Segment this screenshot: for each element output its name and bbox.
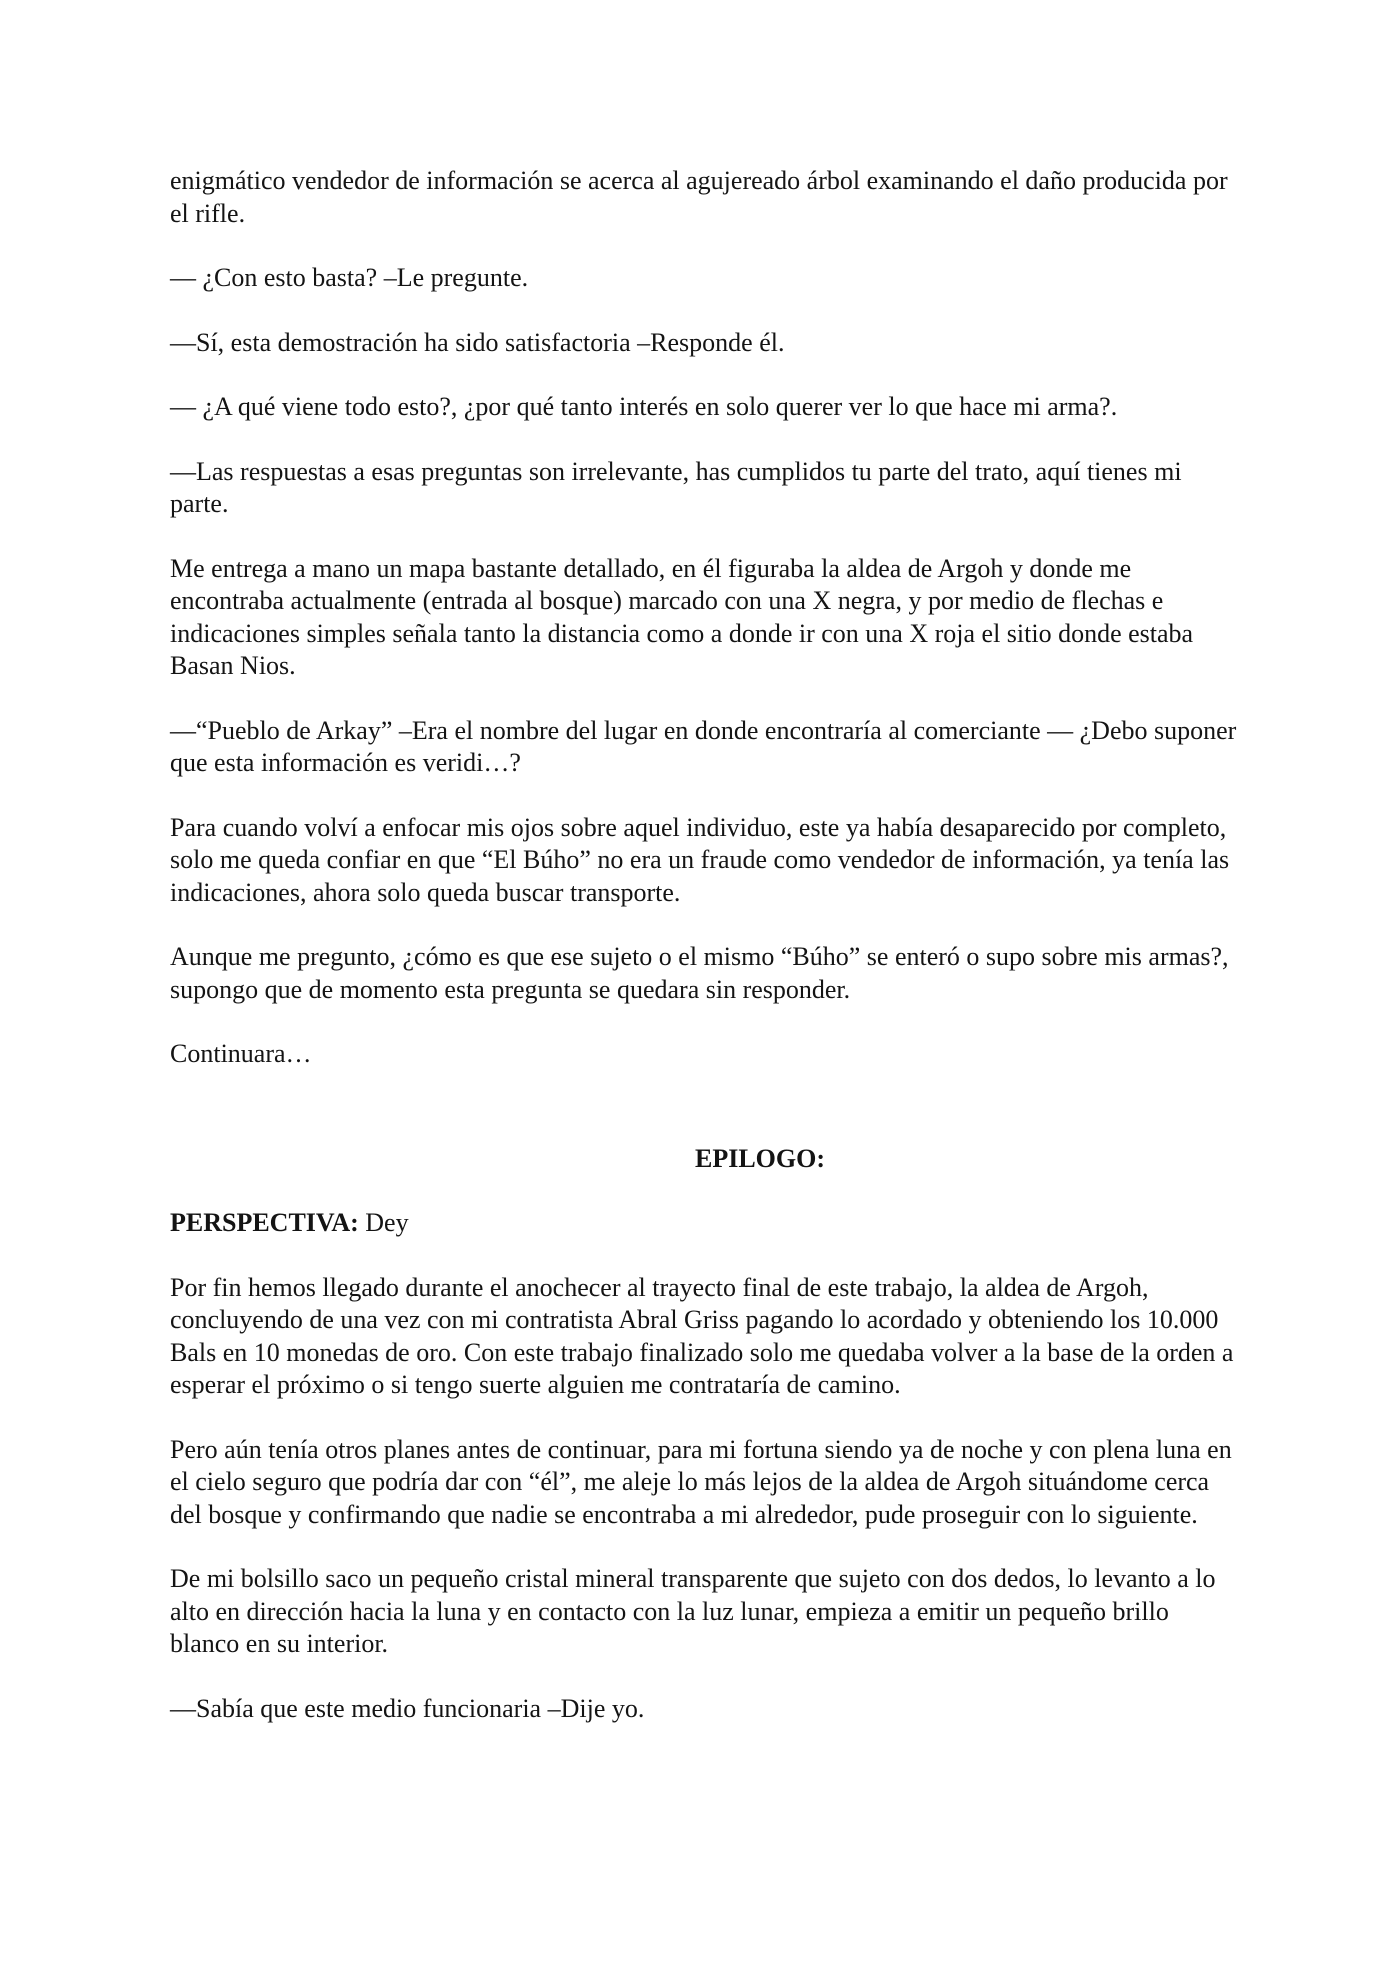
- dialogue-line: — ¿A qué viene todo esto?, ¿por qué tanto interés en solo querer ver lo que hace mi arma?.: [170, 392, 1118, 421]
- paragraph: Me entrega a mano un mapa bastante detallado, en él figuraba la aldea de Argoh y donde me encontraba actualmente (entrada al bosque) marcado con una X negra, y por medio de flechas e indicaciones simples señala tanto la distancia como a donde ir con una X roja el sitio donde estaba Basan Nios.: [170, 553, 1194, 680]
- dialogue-line: — ¿Con esto basta? –Le pregunte.: [170, 263, 529, 292]
- dialogue-line: —“Pueblo de Arkay” –Era el nombre del lugar en donde encontraría al comerciante — ¿Debo suponer que esta información es veridi…?: [170, 715, 1237, 777]
- continuation-note: Continuara…: [170, 1039, 312, 1068]
- dialogue-line: —Sabía que este medio funcionaria –Dije yo.: [170, 1693, 645, 1723]
- paragraph: Por fin hemos llegado durante el anochecer al trayecto final de este trabajo, la aldea de Argoh, concluyendo de una vez con mi contratista Abral Griss pagando lo acordado y obteniendo los 10.000 Bals en 10 monedas de oro. Con este trabajo finalizado solo me quedaba volver a la base de la orden a esperar el próximo o si tengo suerte alguien me contrataría de camino.: [170, 1272, 1234, 1399]
- perspective-value: Dey: [358, 1208, 409, 1237]
- perspective-line: [170, 1207, 1240, 1240]
- paragraph: Para cuando volví a enfocar mis ojos sobre aquel individuo, este ya había desaparecido por completo, solo me queda confiar en que “El Búho” no era un fraude como vendedor de información, ya tenía las indicaciones, ahora solo queda buscar transporte.: [170, 812, 1230, 907]
- paragraph: De mi bolsillo saco un pequeño cristal mineral transparente que sujeto con dos dedos, lo levanto a lo alto en dirección hacia la luna y en contacto con la luz lunar, empieza a emitir un pequeño brillo blanco en su interior.: [170, 1564, 1216, 1658]
- document-body: [170, 165, 1240, 1757]
- paragraph: enigmático vendedor de información se acerca al agujereado árbol examinando el daño producida por el rifle.: [170, 166, 1228, 228]
- paragraph: Pero aún tenía otros planes antes de continuar, para mi fortuna siendo ya de noche y con plena luna en el cielo seguro que podría dar con “él”, me aleje lo más lejos de la aldea de Argoh situándome cerca del bosque y confirmando que nadie se encontraba a mi alrededor, pude proseguir con lo siguiente.: [170, 1434, 1232, 1529]
- paragraph: Aunque me pregunto, ¿cómo es que ese sujeto o el mismo “Búho” se enteró o supo sobre mis armas?, supongo que de momento esta pregunta se quedara sin responder.: [170, 942, 1229, 1004]
- perspective-label: PERSPECTIVA:: [170, 1208, 359, 1237]
- dialogue-line: —Sí, esta demostración ha sido satisfactoria –Responde él.: [170, 327, 785, 357]
- epilogue-heading: EPILOGO:: [694, 1143, 825, 1173]
- dialogue-line: —Las respuestas a esas preguntas son irrelevante, has cumplidos tu parte del trato, aquí tienes mi parte.: [170, 456, 1182, 518]
